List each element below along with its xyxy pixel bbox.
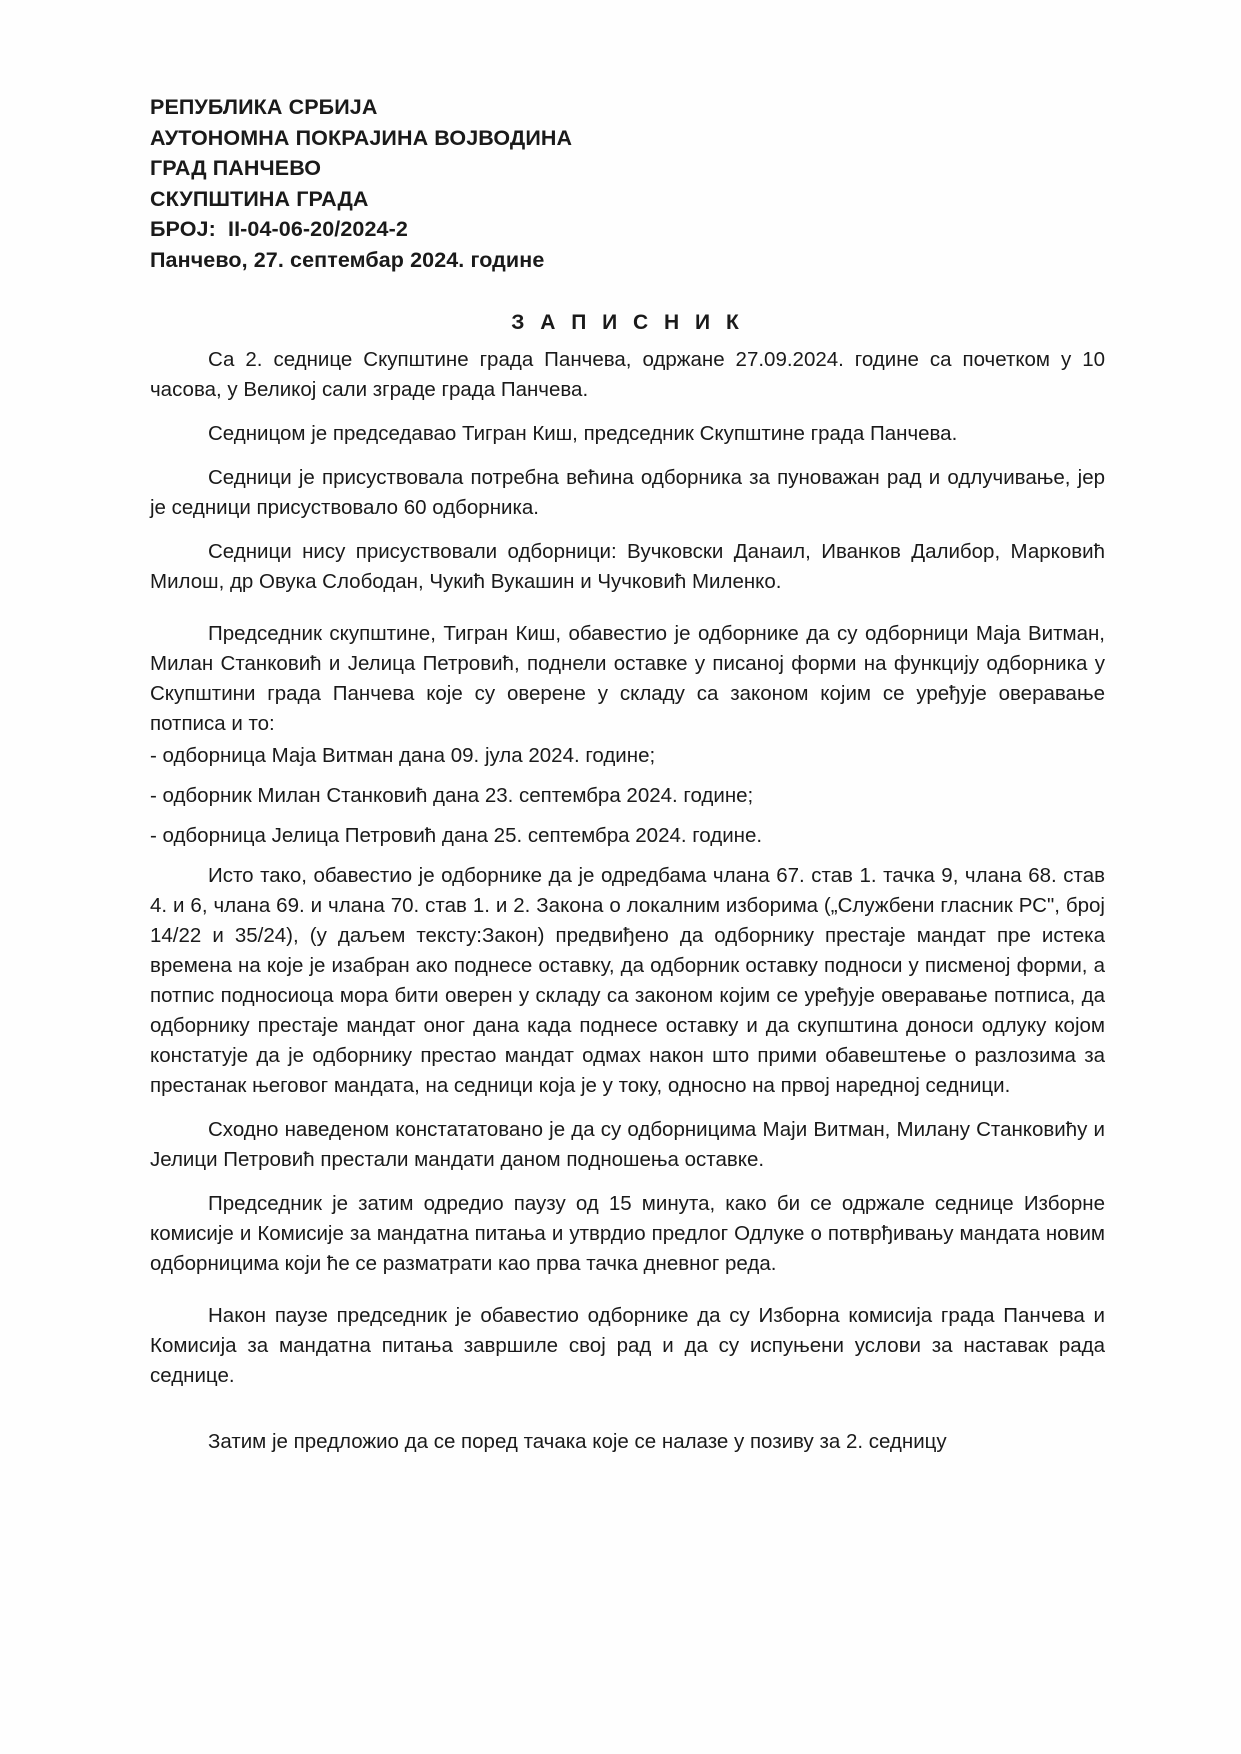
header-line-republic: РЕПУБЛИКА СРБИЈА	[150, 95, 378, 119]
list-item-resignation-1: - одборница Маја Витман дана 09. јула 2024. године;	[150, 744, 656, 767]
header-line-place-date: Панчево, 27. септембар 2024. године	[150, 247, 545, 272]
paragraph-law-provisions: Исто тако, обавестио је одборнике да је одредбама члана 67. став 1. тачка 9, члана 68. став 4. и 6, члана 69. и члана 70. став 1. и 2. Закона о локалним изборима („Службени гласник РС", број 14/22 и 35/24), (у даљем тексту:Закон) предвиђено да одборнику престаје мандат пре истека времена на које је изабран ако поднесе оставку, да одборник оставку подноси у писменој форми, а потпис подносиоца мора бити оверен у складу са законом којим се уређује оверавање потписа, да одборнику престаје мандат оног дана када поднесе оставку и да скупштина доноси одлуку којом констатује да је одборнику престао мандат одмах након што прими обавештење о разлозима за престанак његовог мандата, на седници која је у току, односно на првој наредној седници.	[150, 864, 1105, 1097]
paragraph-resignations: Председник скупштине, Тигран Киш, обавестио је одборнике да су одборници Маја Витман, Милан Станковић и Јелица Петровић, поднели оставке у писаној форми на функцију одборника у Скупштини града Панчева које су оверене у складу са законом којим се уређује оверавање потписа и то:	[150, 622, 1105, 735]
document-header	[150, 92, 1105, 275]
document-content	[150, 92, 1105, 1471]
list-item-resignation-3: - одборница Јелица Петровић дана 25. септембра 2024. године.	[150, 824, 763, 847]
paragraph-break-announced: Председник је затим одредио паузу од 15 минута, како би се одржале седнице Изборне комисије и Комисије за мандатна питања и утврдио предлог Одлуке о потврђивању мандата новим одборницима који ће се разматрати као прва тачка дневног реда.	[150, 1192, 1105, 1275]
paragraph-after-break: Након паузе председник је обавестио одборнике да су Изборна комисија града Панчева и Комисија за мандатна питања завршиле свој рад и да су испуњени услови за наставак рада седнице.	[150, 1304, 1105, 1387]
paragraph-session-info: Са 2. седнице Скупштине града Панчева, одржане 27.09.2024. године са почетком у 10 часова, у Великој сали зграде града Панчева.	[150, 348, 1105, 401]
paragraph-mandates-terminated: Сходно наведеном констататовано је да су одборницима Маји Витман, Милану Станковићу и Јелици Петровић престали мандати даном подношења оставке.	[150, 1118, 1105, 1171]
list-item-resignation-2: - одборник Милан Станковић дана 23. септембра 2024. године;	[150, 784, 754, 807]
paragraph-quorum: Седници је присуствовала потребна већина одборника за пуноважан рад и одлучивање, јер је седници присуствовало 60 одборника.	[150, 466, 1105, 519]
paragraph-proposal: Затим је предложио да се поред тачака које се налазе у позиву за 2. седницу	[208, 1430, 947, 1453]
page-title: З А П И С Н И К	[511, 311, 744, 334]
header-line-assembly: СКУПШТИНА ГРАДА	[150, 186, 369, 211]
header-line-number: БРОЈ: II-04-06-20/2024-2	[150, 217, 408, 241]
header-line-city: ГРАД ПАНЧЕВО	[150, 156, 322, 180]
header-line-province: АУТОНОМНА ПОКРАЈИНА ВОЈВОДИНА	[150, 125, 573, 150]
paragraph-chairperson: Седницом је председавао Тигран Киш, председник Скупштине града Панчева.	[208, 422, 958, 445]
paragraph-absent-members: Седници нису присуствовали одборници: Вучковски Данаил, Иванков Далибор, Марковић Милош, др Овука Слободан, Чукић Вукашин и Чучковић Миленко.	[150, 540, 1105, 593]
